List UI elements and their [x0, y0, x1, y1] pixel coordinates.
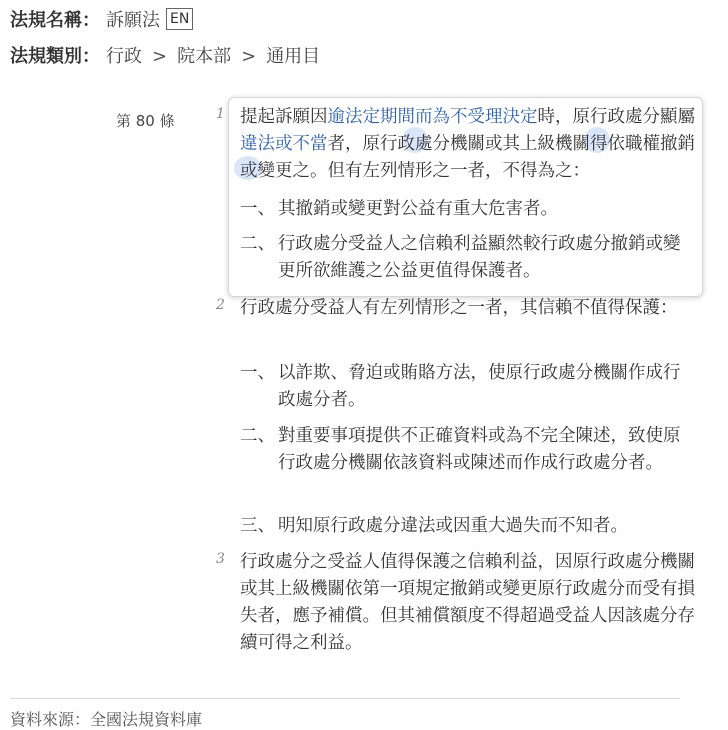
item-marker: 二、: [240, 426, 275, 446]
highlighted-term: 違法或不當: [240, 134, 328, 154]
breadcrumb-separator: >: [152, 46, 168, 67]
item-marker: 二、: [240, 234, 275, 254]
item-text: 以詐欺、脅迫或賄賂方法，使原行政處分機關作成行政處分者。: [278, 363, 681, 410]
item-marker: 一、: [240, 199, 275, 219]
paragraph-text-segment: 提起訴願因: [240, 107, 328, 127]
item-text: 明知原行政處分違法或因重大過失而不知者。: [278, 516, 628, 536]
highlighted-term: 逾法定期間而為不受理決定: [327, 107, 538, 127]
breadcrumb-item[interactable]: 院本部: [177, 46, 232, 67]
paragraph-text: 行政處分之受益人值得保護之信賴利益，因原行政處分機關或其上級機關依第一項規定撤銷或變更原行政處分而受有損失者，應予補償。但其補償額度不得超過受益人因該處分存續可得之利益。: [240, 552, 695, 653]
breadcrumb-separator: >: [241, 46, 257, 67]
data-source: 資料來源：全國法規資料庫: [10, 710, 203, 729]
breadcrumb-item[interactable]: 行政: [106, 46, 142, 67]
item-text: 其撤銷或變更對公益有重大危害者。: [278, 199, 558, 219]
breadcrumb: [106, 42, 320, 68]
paragraph-number: 2: [216, 297, 225, 313]
law-category-row: [10, 42, 320, 68]
article-number: 第 80 條: [116, 112, 175, 130]
paragraph-text: [240, 104, 696, 185]
paragraph-text: 行政處分受益人有左列情形之一者，其信賴不值得保護：: [240, 298, 678, 318]
paragraph-number: 1: [216, 106, 225, 122]
footer-divider: [10, 698, 680, 699]
list-item: [240, 360, 696, 414]
paragraph-text-segment: 時，原行政處分顯屬: [537, 107, 695, 127]
list-item: [240, 423, 696, 477]
paragraph-number: 3: [216, 551, 225, 567]
item-text: 對重要事項提供不正確資料或為不完全陳述，致使原行政處分機關依該資料或陳述而作成行政處分者。: [278, 426, 681, 473]
list-item: [240, 231, 696, 285]
law-name-label: 法規名稱：: [10, 10, 100, 31]
law-name-row: [10, 6, 193, 32]
item-marker: 一、: [240, 363, 275, 383]
breadcrumb-item[interactable]: 通用目: [266, 46, 321, 67]
item-marker: 三、: [240, 516, 275, 536]
law-name: 訴願法: [106, 10, 160, 31]
paragraph-text-segment: 者，原行政處分機關或其上級機關得依職權撤銷或變更之。但有左列情形之一者，不得為之：: [240, 134, 695, 181]
item-text: 行政處分受益人之信賴利益顯然較行政處分撤銷或變更所欲維護之公益更值得保護者。: [278, 234, 681, 281]
english-version-button[interactable]: EN: [166, 8, 193, 30]
list-item: [240, 196, 696, 223]
law-category-label: 法規類別：: [10, 46, 100, 67]
list-item: [240, 513, 696, 540]
